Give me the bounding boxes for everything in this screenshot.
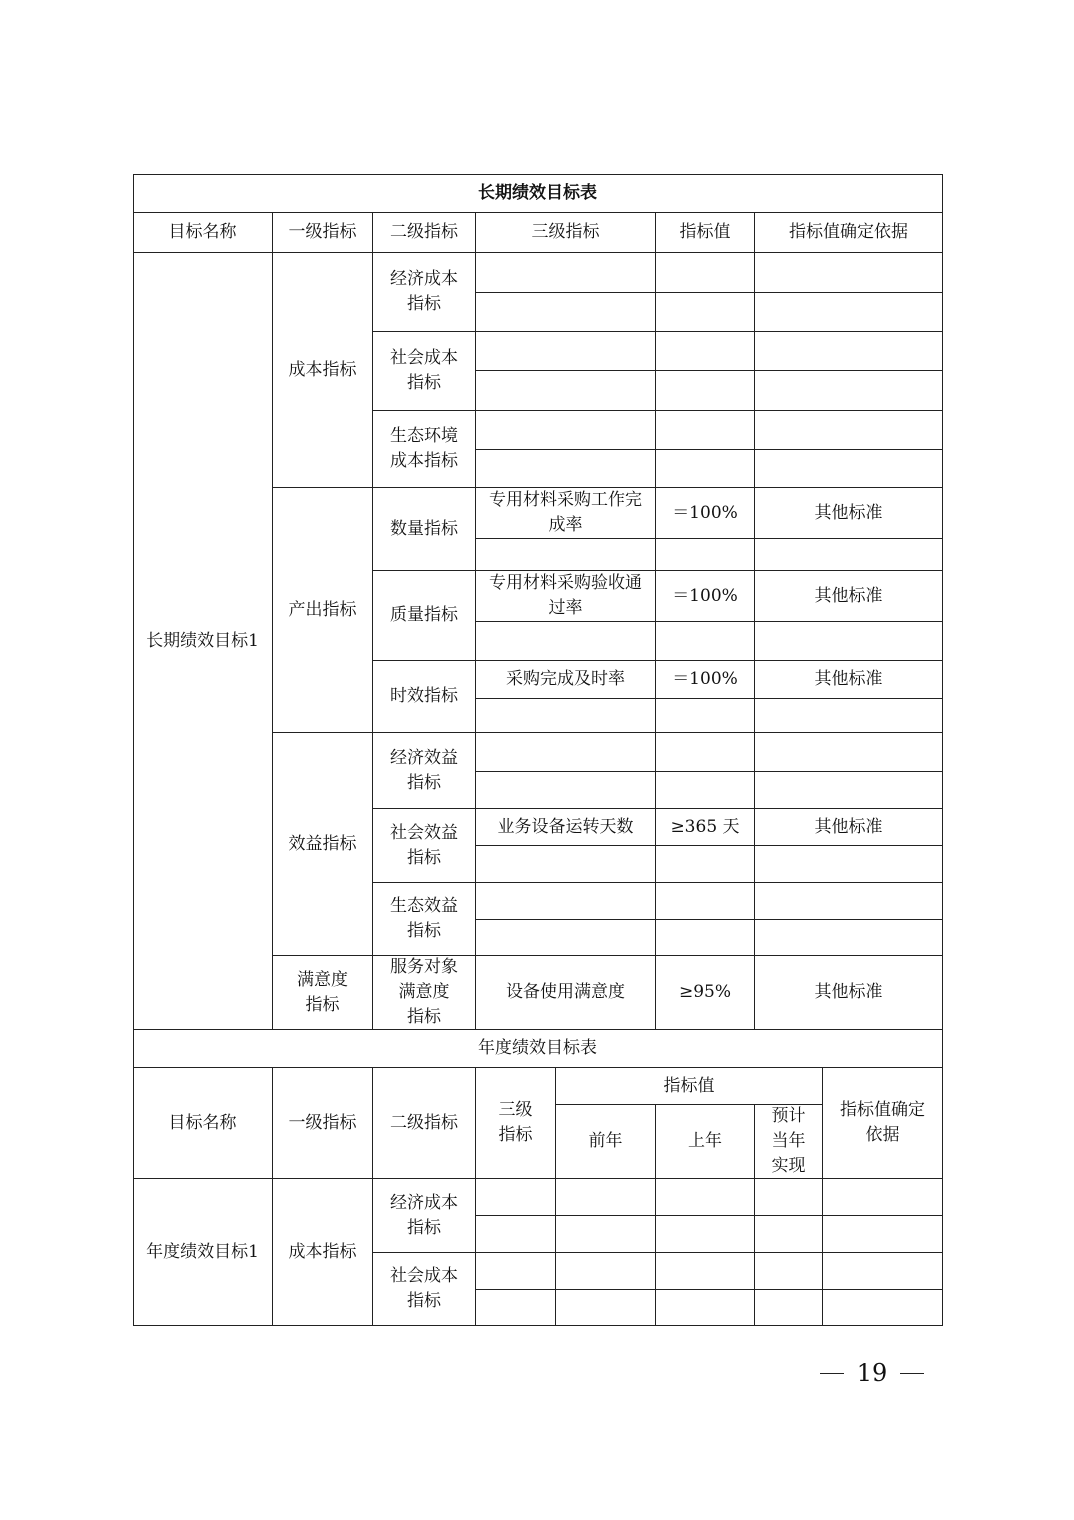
level3-cell bbox=[476, 920, 656, 956]
value-cell bbox=[656, 411, 755, 450]
level2-eco-benefit: 生态效益 指标 bbox=[373, 883, 476, 956]
dash-right bbox=[900, 1373, 924, 1374]
annual-header-basis: 指标值确定 依据 bbox=[823, 1068, 943, 1179]
header-level3: 三级指标 bbox=[476, 213, 656, 253]
annual-header-goal-name: 目标名称 bbox=[133, 1068, 273, 1179]
annual-basis-cell bbox=[823, 1253, 943, 1290]
level3-cell bbox=[476, 846, 656, 883]
annual-level3-cell bbox=[476, 1179, 556, 1216]
basis-cell bbox=[755, 699, 943, 733]
annual-header-level1: 一级指标 bbox=[273, 1068, 373, 1179]
annual-basis-cell bbox=[823, 1179, 943, 1216]
level2-service-satisfaction: 服务对象 满意度 指标 bbox=[373, 956, 476, 1030]
basis-cell bbox=[755, 371, 943, 411]
level3-cell bbox=[476, 539, 656, 571]
basis-cell bbox=[755, 772, 943, 809]
level2-timeliness: 时效指标 bbox=[373, 661, 476, 733]
annual-level2-economic-cost: 经济成本 指标 bbox=[373, 1179, 476, 1253]
annual-level3-cell bbox=[476, 1216, 556, 1253]
annual-level3-cell bbox=[476, 1253, 556, 1290]
value-cell bbox=[656, 883, 755, 920]
value-cell bbox=[656, 450, 755, 488]
quantity-basis: 其他标准 bbox=[755, 488, 943, 539]
annual-expected-cell bbox=[755, 1290, 823, 1326]
level3-cell bbox=[476, 733, 656, 772]
value-cell bbox=[656, 772, 755, 809]
level2-quantity: 数量指标 bbox=[373, 488, 476, 571]
timeliness-level3: 采购完成及时率 bbox=[476, 661, 656, 699]
level2-social-cost: 社会成本 指标 bbox=[373, 332, 476, 411]
value-cell bbox=[656, 332, 755, 371]
annual-basis-cell bbox=[823, 1216, 943, 1253]
page-number bbox=[820, 1358, 924, 1388]
annual-level3-cell bbox=[476, 1290, 556, 1326]
satisfaction-value: ≥95% bbox=[656, 956, 755, 1030]
level3-cell bbox=[476, 772, 656, 809]
annual-expected-cell bbox=[755, 1216, 823, 1253]
annual-last-year-cell bbox=[656, 1253, 755, 1290]
value-cell bbox=[656, 846, 755, 883]
basis-cell bbox=[755, 846, 943, 883]
annual-last-year-cell bbox=[656, 1179, 755, 1216]
annual-basis-cell bbox=[823, 1290, 943, 1326]
quantity-value: ＝100% bbox=[656, 488, 755, 539]
header-basis: 指标值确定依据 bbox=[755, 213, 943, 253]
long-term-goal-name: 长期绩效目标1 bbox=[133, 253, 273, 1030]
level3-cell bbox=[476, 622, 656, 661]
level3-cell bbox=[476, 332, 656, 371]
basis-cell bbox=[755, 733, 943, 772]
level3-cell bbox=[476, 411, 656, 450]
value-cell bbox=[656, 733, 755, 772]
basis-cell bbox=[755, 293, 943, 332]
basis-cell bbox=[755, 539, 943, 571]
page-number-text: 19 bbox=[856, 1359, 888, 1387]
social-benefit-level3: 业务设备运转天数 bbox=[476, 809, 656, 846]
level1-output: 产出指标 bbox=[273, 488, 373, 733]
quality-value: ＝100% bbox=[656, 571, 755, 622]
value-cell bbox=[656, 293, 755, 332]
annual-header-last-year: 上年 bbox=[656, 1105, 755, 1179]
satisfaction-basis: 其他标准 bbox=[755, 956, 943, 1030]
level3-cell bbox=[476, 253, 656, 293]
level2-social-benefit: 社会效益 指标 bbox=[373, 809, 476, 883]
header-level1: 一级指标 bbox=[273, 213, 373, 253]
annual-level1-cost: 成本指标 bbox=[273, 1179, 373, 1326]
annual-expected-cell bbox=[755, 1179, 823, 1216]
value-cell bbox=[656, 539, 755, 571]
basis-cell bbox=[755, 411, 943, 450]
dash-left bbox=[820, 1373, 844, 1374]
quantity-level3: 专用材料采购工作完 成率 bbox=[476, 488, 656, 539]
level3-cell bbox=[476, 450, 656, 488]
social-benefit-value: ≥365 天 bbox=[656, 809, 755, 846]
value-cell bbox=[656, 699, 755, 733]
header-level2: 二级指标 bbox=[373, 213, 476, 253]
timeliness-value: ＝100% bbox=[656, 661, 755, 699]
annual-prev-year-cell bbox=[556, 1216, 656, 1253]
basis-cell bbox=[755, 883, 943, 920]
value-cell bbox=[656, 371, 755, 411]
annual-header-value: 指标值 bbox=[556, 1068, 823, 1105]
value-cell bbox=[656, 622, 755, 661]
long-term-table-title: 长期绩效目标表 bbox=[133, 174, 943, 213]
annual-expected-cell bbox=[755, 1253, 823, 1290]
annual-header-level2: 二级指标 bbox=[373, 1068, 476, 1179]
level1-cost: 成本指标 bbox=[273, 253, 373, 488]
annual-prev-year-cell bbox=[556, 1253, 656, 1290]
annual-header-prev-year: 前年 bbox=[556, 1105, 656, 1179]
quality-level3: 专用材料采购验收通 过率 bbox=[476, 571, 656, 622]
annual-header-expected: 预计 当年 实现 bbox=[755, 1105, 823, 1179]
basis-cell bbox=[755, 332, 943, 371]
level1-satisfaction: 满意度 指标 bbox=[273, 956, 373, 1030]
level2-eco-cost: 生态环境 成本指标 bbox=[373, 411, 476, 488]
basis-cell bbox=[755, 253, 943, 293]
header-goal-name: 目标名称 bbox=[133, 213, 273, 253]
timeliness-basis: 其他标准 bbox=[755, 661, 943, 699]
annual-prev-year-cell bbox=[556, 1179, 656, 1216]
annual-last-year-cell bbox=[656, 1290, 755, 1326]
level3-cell bbox=[476, 371, 656, 411]
value-cell bbox=[656, 920, 755, 956]
value-cell bbox=[656, 253, 755, 293]
level3-cell bbox=[476, 293, 656, 332]
annual-header-level3: 三级 指标 bbox=[476, 1068, 556, 1179]
basis-cell bbox=[755, 450, 943, 488]
header-value: 指标值 bbox=[656, 213, 755, 253]
annual-prev-year-cell bbox=[556, 1290, 656, 1326]
annual-last-year-cell bbox=[656, 1216, 755, 1253]
level3-cell bbox=[476, 883, 656, 920]
annual-level2-social-cost: 社会成本 指标 bbox=[373, 1253, 476, 1326]
level3-cell bbox=[476, 699, 656, 733]
level2-economic-cost: 经济成本 指标 bbox=[373, 253, 476, 332]
quality-basis: 其他标准 bbox=[755, 571, 943, 622]
basis-cell bbox=[755, 622, 943, 661]
basis-cell bbox=[755, 920, 943, 956]
social-benefit-basis: 其他标准 bbox=[755, 809, 943, 846]
satisfaction-level3: 设备使用满意度 bbox=[476, 956, 656, 1030]
level2-quality: 质量指标 bbox=[373, 571, 476, 661]
level2-economic-benefit: 经济效益 指标 bbox=[373, 733, 476, 809]
level1-benefit: 效益指标 bbox=[273, 733, 373, 956]
annual-goal-name: 年度绩效目标1 bbox=[133, 1179, 273, 1326]
performance-target-tables bbox=[133, 174, 943, 1326]
annual-table-title: 年度绩效目标表 bbox=[133, 1030, 943, 1068]
